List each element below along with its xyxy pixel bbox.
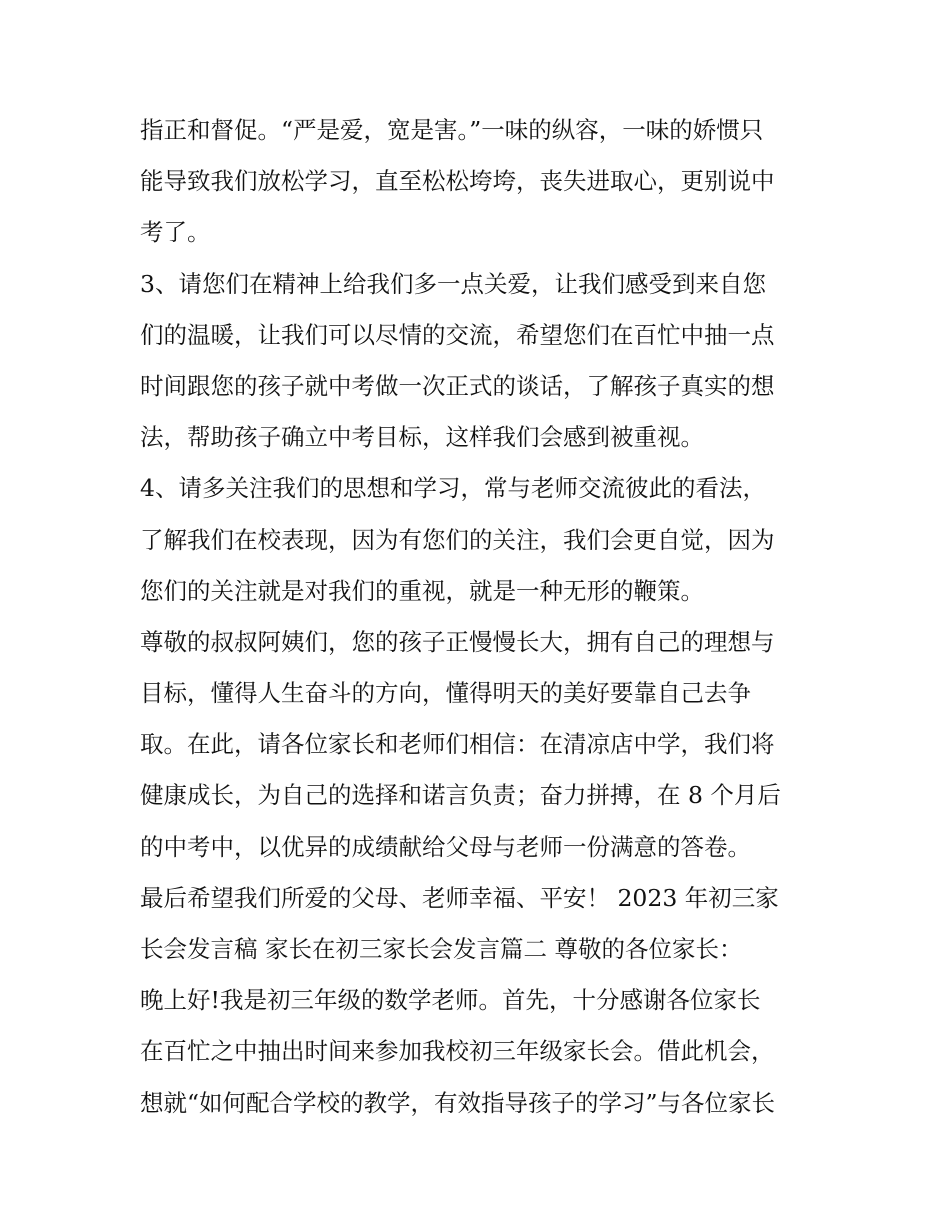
text-line: 指正和督促。“严是爱，宽是害。”一味的纵容，一味的娇惯只 xyxy=(140,116,764,144)
text-line: 尊敬的叔叔阿姨们，您的孩子正慢慢长大，拥有自己的理想与 xyxy=(140,627,775,656)
text-line: 时间跟您的孩子就中考做一次正式的谈话，了解孩子真实的想 xyxy=(140,371,775,400)
text-line: 们的温暖，让我们可以尽情的交流，希望您们在百忙中抽一点 xyxy=(140,320,775,349)
text-line: 考了。 xyxy=(140,218,211,247)
text-line: 您们的关注就是对我们的重视，就是一种无形的鞭策。 xyxy=(140,576,704,605)
text-line: 目标，懂得人生奋斗的方向，懂得明天的美好要靠自己去争 xyxy=(140,679,751,708)
text-line: 长会发言稿 家长在初三家长会发言篇二 尊敬的各位家长： xyxy=(140,935,743,963)
text-line: 了解我们在校表现，因为有您们的关注，我们会更自觉，因为 xyxy=(140,525,775,554)
text-line: 4、请多关注我们的思想和学习，常与老师交流彼此的看法， xyxy=(140,474,766,503)
text-line: 最后希望我们所爱的父母、老师幸福、平安！ 2023 年初三家 xyxy=(140,883,779,912)
text-line: 能导致我们放松学习，直至松松垮垮，丧失进取心，更别说中 xyxy=(140,167,775,196)
text-line: 晚上好!我是初三年级的数学老师。首先，十分感谢各位家长 xyxy=(140,986,761,1015)
text-line: 3、请您们在精神上给我们多一点关爱，让我们感受到来自您 xyxy=(140,269,766,298)
body-text xyxy=(140,105,820,1129)
text-line: 想就“如何配合学校的教学，有效指导孩子的学习”与各位家长 xyxy=(140,1088,776,1117)
text-line: 的中考中，以优异的成绩献给父母与老师一份满意的答卷。 xyxy=(140,832,751,861)
text-line: 法，帮助孩子确立中考目标，这样我们会感到被重视。 xyxy=(140,423,704,452)
text-line: 健康成长，为自己的选择和诺言负责；奋力拼搏，在 8 个月后 xyxy=(140,781,781,810)
text-line: 在百忙之中抽出时间来参加我校初三年级家长会。借此机会， xyxy=(140,1037,775,1066)
text-line: 取。在此，请各位家长和老师们相信：在清凉店中学，我们将 xyxy=(140,730,775,759)
